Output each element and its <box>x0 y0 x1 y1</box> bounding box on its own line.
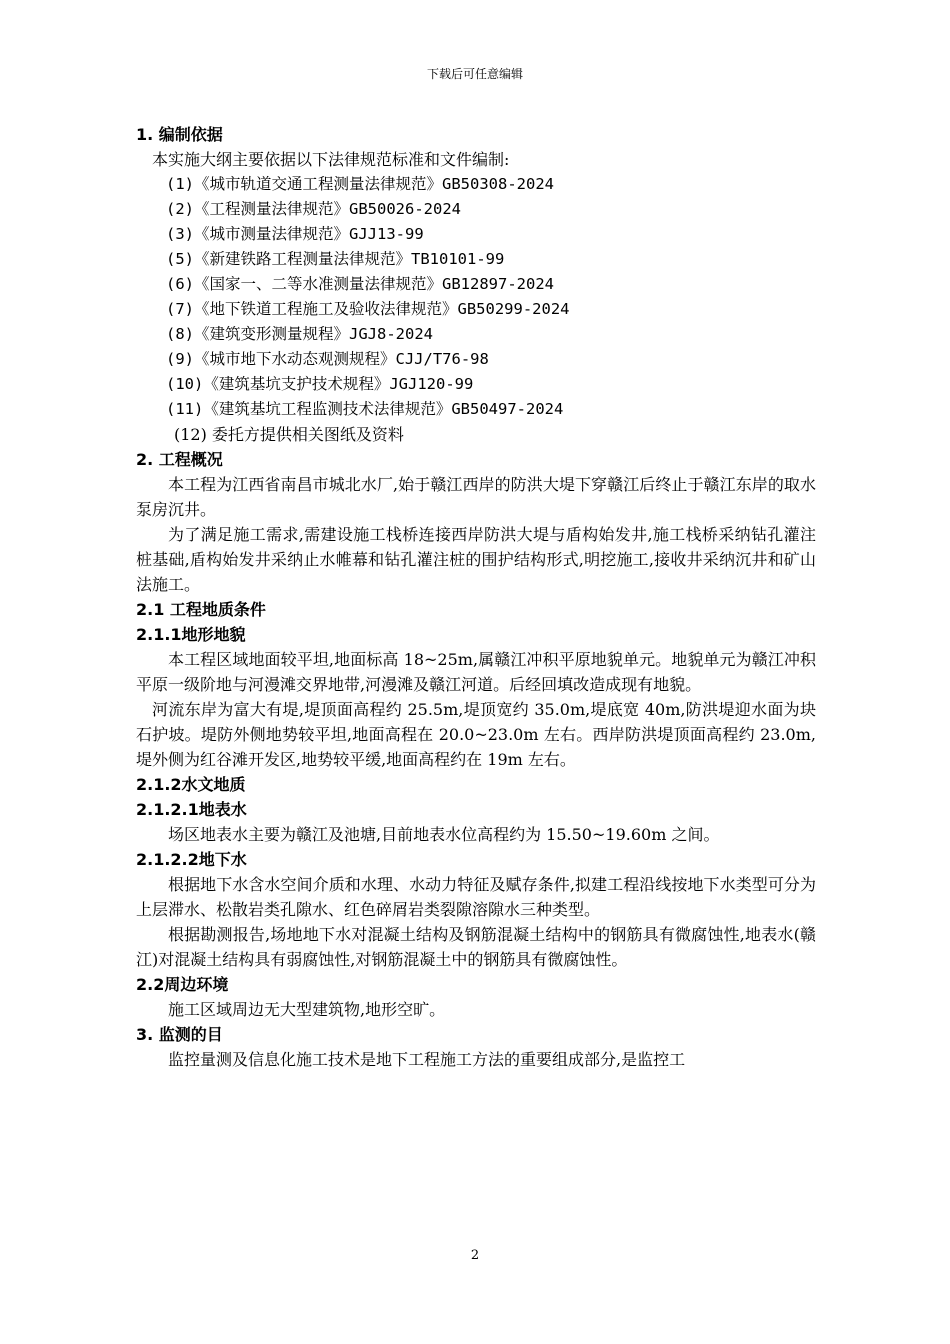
reference-item: (9)《城市地下水动态观测规程》CJJ/T76-98 <box>166 350 489 368</box>
page-number: 2 <box>470 1248 480 1263</box>
paragraph: 为了满足施工需求,需建设施工栈桥连接西岸防洪大堤与盾构始发井,施工栈桥采纳钻孔灌注桩基础,盾构始发井采纳止水帷幕和钻孔灌注桩的围护结构形式,明挖施工,接收井采纳沉井和矿山法施工。 <box>136 525 816 594</box>
page-header: 下载后可任意编辑 <box>426 67 523 81</box>
reference-item: (1)《城市轨道交通工程测量法律规范》GB50308-2024 <box>166 175 554 193</box>
reference-item: (8)《建筑变形测量规程》JGJ8-2024 <box>166 325 433 343</box>
reference-item: (3)《城市测量法律规范》GJJ13-99 <box>166 225 424 243</box>
paragraph: 根据勘测报告,场地地下水对混凝土结构及钢筋混凝土结构中的钢筋具有微腐蚀性,地表水(赣江)对混凝土结构具有弱腐蚀性,对钢筋混凝土中的钢筋具有微腐蚀性。 <box>136 925 816 969</box>
document-body <box>136 122 816 1072</box>
heading-monitoring-purpose: 3. 监测的目 <box>136 1025 223 1044</box>
heading-geology: 2.1 工程地质条件 <box>136 600 266 619</box>
heading-compile-basis: 1. 编制依据 <box>136 125 223 144</box>
paragraph: 根据地下水含水空间介质和水理、水动力特征及赋存条件,拟建工程沿线按地下水类型可分为上层滞水、松散岩类孔隙水、红色碎屑岩类裂隙溶隙水三种类型。 <box>136 875 816 919</box>
paragraph: 监控量测及信息化施工技术是地下工程施工方法的重要组成部分,是监控工 <box>168 1050 686 1069</box>
heading-topography: 2.1.1地形地貌 <box>136 625 246 644</box>
reference-item: (11)《建筑基坑工程监测技术法律规范》GB50497-2024 <box>166 400 564 418</box>
paragraph: 场区地表水主要为赣江及池塘,目前地表水位高程约为 15.50~19.60m 之间。 <box>168 825 720 844</box>
reference-item: (7)《地下铁道工程施工及验收法律规范》GB50299-2024 <box>166 300 570 318</box>
heading-project-overview: 2. 工程概况 <box>136 450 223 469</box>
heading-hydrogeology: 2.1.2水文地质 <box>136 775 246 794</box>
reference-item: (5)《新建铁路工程测量法律规范》TB10101-99 <box>166 250 505 268</box>
heading-groundwater: 2.1.2.2地下水 <box>136 850 247 869</box>
paragraph: 河流东岸为富大有堤,堤顶面高程约 25.5m,堤顶宽约 35.0m,堤底宽 40m,防洪堤迎水面为块石护坡。堤防外侧地势较平坦,地面高程在 20.0~23.0m 左右。西岸防洪堤顶面高程约 23.0m,堤外侧为红谷滩开发区,地势较平缓,地面高程约在 19m 左右。 <box>136 700 816 769</box>
reference-item: (2)《工程测量法律规范》GB50026-2024 <box>166 200 461 218</box>
reference-item: (12) 委托方提供相关图纸及资料 <box>174 425 404 444</box>
paragraph: 本工程区域地面较平坦,地面标高 18~25m,属赣江冲积平原地貌单元。地貌单元为赣江冲积平原一级阶地与河漫滩交界地带,河漫滩及赣江河道。后经回填改造成现有地貌。 <box>136 650 816 694</box>
reference-item: (6)《国家一、二等水准测量法律规范》GB12897-2024 <box>166 275 554 293</box>
paragraph: 本工程为江西省南昌市城北水厂,始于赣江西岸的防洪大堤下穿赣江后终止于赣江东岸的取水泵房沉井。 <box>136 475 816 519</box>
heading-surroundings: 2.2周边环境 <box>136 975 229 994</box>
reference-item: (10)《建筑基坑支护技术规程》JGJ120-99 <box>166 375 474 393</box>
compile-basis-intro: 本实施大纲主要依据以下法律规范标准和文件编制: <box>152 150 510 169</box>
paragraph: 施工区域周边无大型建筑物,地形空旷。 <box>168 1000 446 1019</box>
heading-surface-water: 2.1.2.1地表水 <box>136 800 247 819</box>
